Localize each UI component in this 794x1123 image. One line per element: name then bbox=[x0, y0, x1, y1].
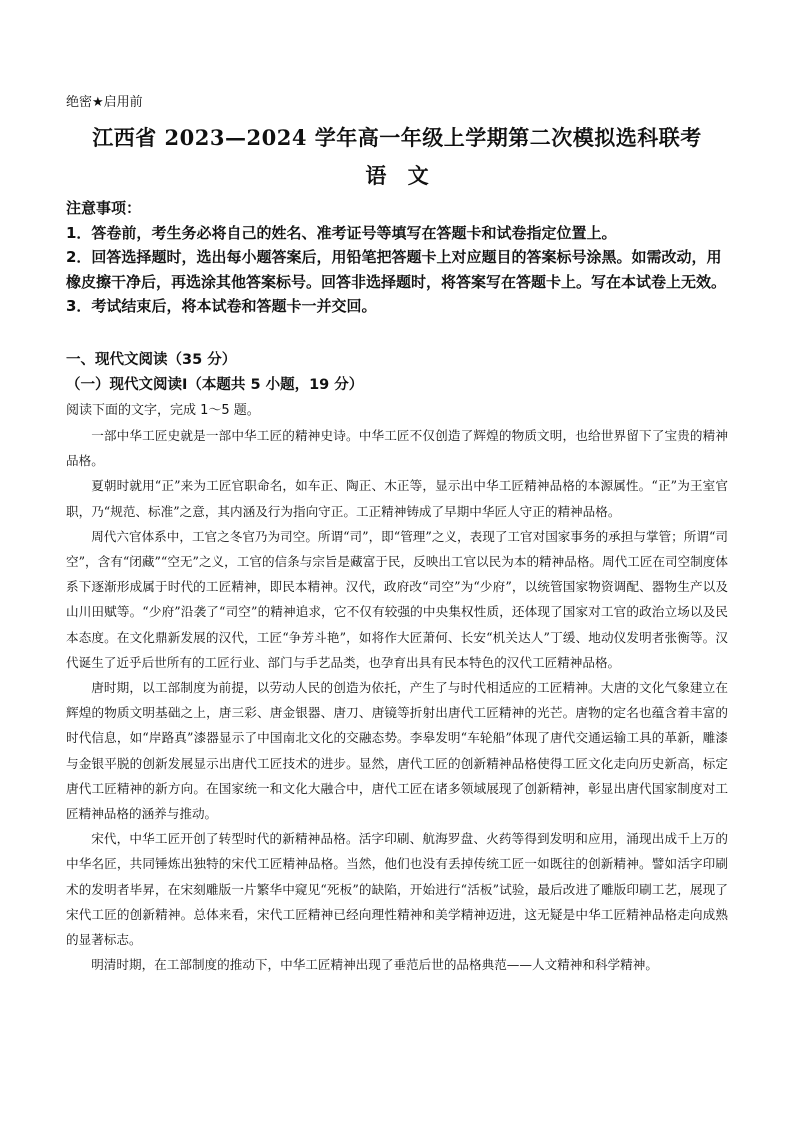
notice-heading: 注意事项： bbox=[66, 199, 142, 217]
section-heading: 一、现代文阅读（35 分） bbox=[66, 352, 237, 368]
article-paragraph: 唐时期，以工部制度为前提，以劳动人民的创造为依托，产生了与时代相适应的工匠精神。大唐的文化气象建立在辉煌的物质文明基础之上，唐三彩、唐金银器、唐刀、唐镜等折射出唐代工匠精神的光芒。唐物的定名也蕴含着丰富的时代信息，如“岸路真”漆器显示了中国南北文化的交融态势。李皋发明“车轮船”体现了唐代交通运输工具的革新，雕漆与金银平脱的创新发展显示出唐代工匠技术的进步。显然，唐代工匠的创新精神品格使得工匠文化走向历史新高，标定唐代工匠精神的新方向。在国家统一和文化大融合中，唐代工匠在诸多领域展现了创新精神，彰显出唐代国家制度对工匠精神品格的涵养与推动。 bbox=[66, 680, 728, 822]
article-paragraph: 宋代，中华工匠开创了转型时代的新精神品格。活字印刷、航海罗盘、火药等得到发明和应用，涌现出成千上万的中华名匠，共同锤炼出独特的宋代工匠精神品格。当然，他们也没有丢掉传统工匠一如既往的创新精神。譬如活字印刷术的发明者毕昇，在宋刻雕版一片繁华中窥见“死板”的缺陷，开始进行“活板”试验，最后改进了雕版印刷工艺，展现了宋代工匠的创新精神。总体来看，宋代工匠精神已经向理性精神和美学精神迈进，这无疑是中华工匠精神品格走向成熟的显著标志。 bbox=[66, 831, 728, 948]
article-paragraph: 夏朝时就用“正”来为工匠官职命名，如车正、陶正、木正等，显示出中华工匠精神品格的本源属性。“正”为王室官职，乃“规范、标准”之意，其内涵及行为指向守正。工正精神铸成了早期中华匠人守正的精神品格。 bbox=[66, 478, 728, 519]
article-paragraph: 明清时期，在工部制度的推动下，中华工匠精神出现了垂范后世的品格典范——人文精神和科学精神。 bbox=[91, 957, 658, 973]
reading-instruction: 阅读下面的文字，完成 1～5 题。 bbox=[66, 403, 260, 418]
secret-mark: 绝密★启用前 bbox=[66, 95, 143, 110]
reading-article bbox=[66, 423, 728, 977]
notice-block bbox=[66, 196, 728, 319]
exam-title: 江西省 2023—2024 学年高一年级上学期第二次模拟选科联考 bbox=[92, 125, 702, 150]
article-paragraph: 一部中华工匠史就是一部中华工匠的精神史诗。中华工匠不仅创造了辉煌的物质文明，也给世界留下了宝贵的精神品格。 bbox=[66, 428, 728, 469]
notice-item: 3．考试结束后，将本试卷和答题卡一并交回。 bbox=[66, 297, 377, 315]
section-subheading: （一）现代文阅读Ⅰ（本题共 5 小题，19 分） bbox=[66, 377, 364, 393]
notice-item: 1．答卷前，考生务必将自己的姓名、准考证号等填写在答题卡和试卷指定位置上。 bbox=[66, 223, 617, 242]
article-paragraph: 周代六官体系中，工官之冬官乃为司空。所谓“司”，即“管理”之义，表现了工官对国家事务的承担与掌管；所谓“司空”，含有“闭藏”“空无”之义，工官的信条与宗旨是藏富于民，反映出工官以民为本的精神品格。周代工匠在司空制度体系下逐渐形成属于时代的工匠精神，即民本精神。汉代，政府改“司空”为“少府”，以统管国家物资调配、器物生产以及山川田赋等。“少府”沿袭了“司空”的精神追求，它不仅有较强的中央集权性质，还体现了国家对工官的政治立场以及民本态度。在文化鼎新发展的汉代，工匠“争芳斗艳”，如将作大匠萧何、长安“机关达人”丁缓、地动仪发明者张衡等。汉代诞生了近乎后世所有的工匠行业、部门与手艺品类，也孕育出具有民本特色的汉代工匠精神品格。 bbox=[66, 528, 728, 670]
subject-title: 语 文 bbox=[365, 163, 429, 188]
notice-item: 2．回答选择题时，选出每小题答案后，用铅笔把答题卡上对应题目的答案标号涂黑。如需改动，用橡皮擦干净后，再选涂其他答案标号。回答非选择题时，将答案写在答题卡上。写在本试卷上无效。 bbox=[66, 248, 727, 291]
